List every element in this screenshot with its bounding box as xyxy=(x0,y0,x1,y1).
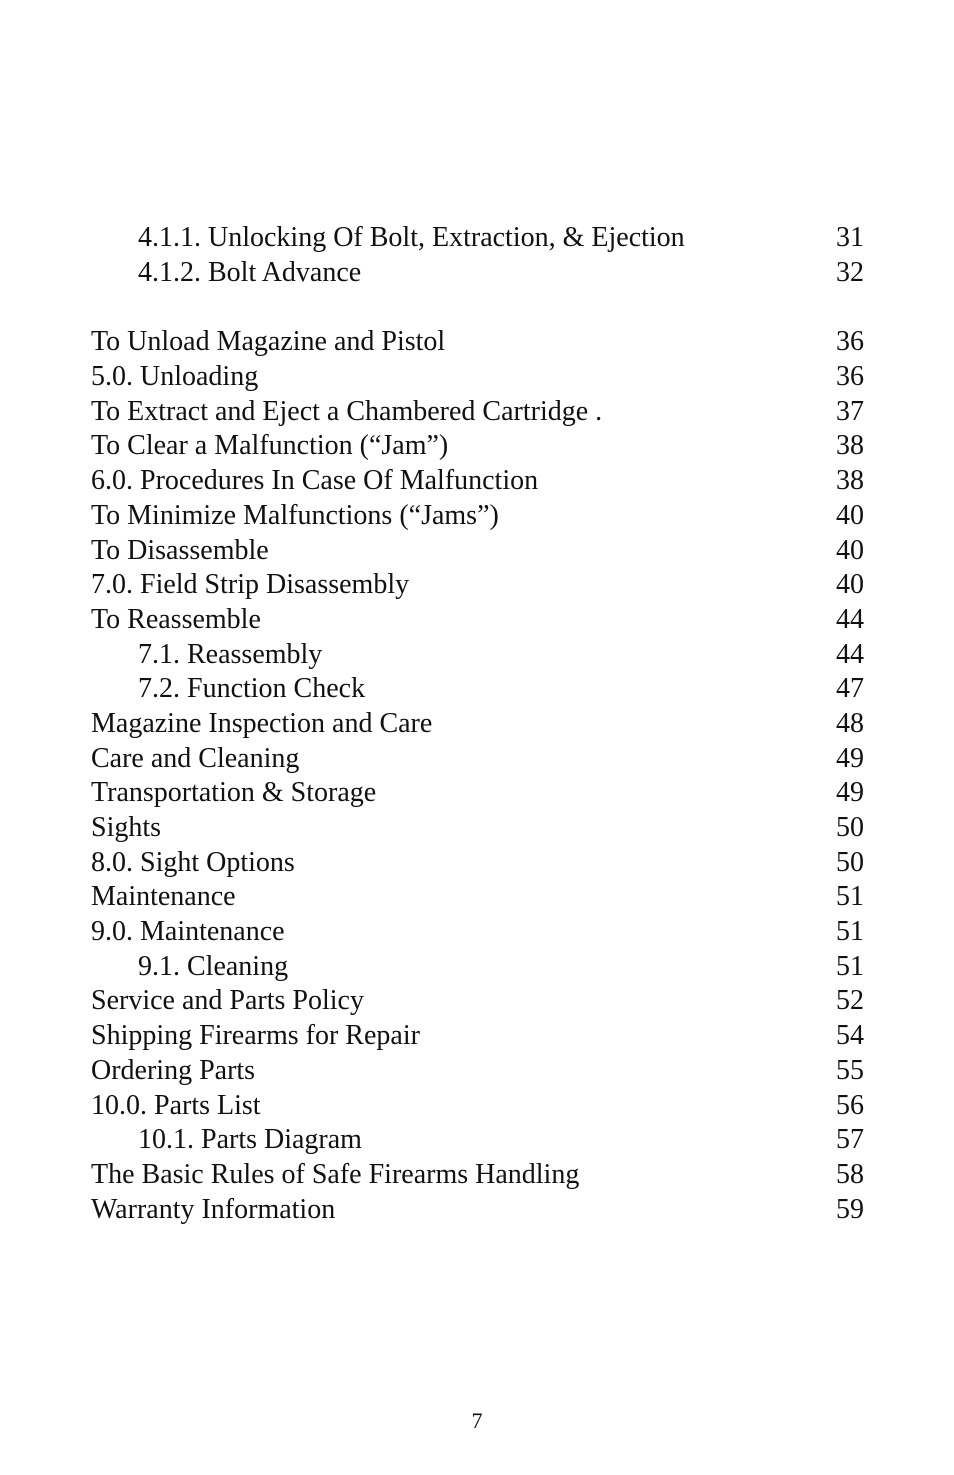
toc-entry-page: 32 xyxy=(836,256,864,288)
toc-entry xyxy=(91,672,864,707)
page-number: 7 xyxy=(471,1408,483,1433)
toc-entry-page: 40 xyxy=(836,534,864,566)
toc-entry-title: Warranty Information xyxy=(91,1193,336,1225)
toc-entry-title: 7.1. Reassembly xyxy=(138,638,323,670)
toc-entry xyxy=(91,950,864,985)
toc-entry-title: 9.1. Cleaning xyxy=(138,950,289,982)
toc-entry-page: 58 xyxy=(836,1158,864,1190)
toc-entry xyxy=(91,776,864,811)
toc-entry xyxy=(91,464,864,499)
toc-entry-title: Transportation & Storage xyxy=(91,777,377,809)
toc-entry-title: Sights xyxy=(91,812,162,843)
toc-entry xyxy=(91,360,864,395)
toc-entry xyxy=(91,1019,864,1054)
toc-entry-page: 36 xyxy=(836,326,864,358)
toc-entry-page: 59 xyxy=(836,1193,864,1225)
toc-entry xyxy=(91,1123,864,1158)
toc-entry xyxy=(91,256,864,291)
toc-entry xyxy=(91,221,864,256)
toc-entry xyxy=(91,915,864,950)
toc-entry-page: 38 xyxy=(836,430,864,462)
toc-entry xyxy=(91,984,864,1019)
toc-entry xyxy=(91,880,864,915)
toc-entry-title: To Disassemble xyxy=(91,534,269,566)
toc-entry-title: 6.0. Procedures In Case Of Malfunction xyxy=(91,465,539,497)
toc-entry-page: 49 xyxy=(836,742,864,774)
toc-entry xyxy=(91,325,864,360)
toc-entry-page: 51 xyxy=(836,881,864,913)
toc-entry-page: 40 xyxy=(836,569,864,601)
toc-entry xyxy=(91,1158,864,1193)
toc-entry-page: 56 xyxy=(836,1089,864,1121)
toc-entry-page: 50 xyxy=(836,846,864,878)
toc-entry xyxy=(91,742,864,777)
toc-entry-page: 37 xyxy=(836,395,864,427)
toc-entry-page: 44 xyxy=(836,603,864,635)
toc-entry-page: 38 xyxy=(836,465,864,497)
toc-entry-page: 47 xyxy=(836,673,864,705)
toc-entry xyxy=(91,395,864,430)
toc-entry-page: 51 xyxy=(836,916,864,948)
toc-entry-title: 7.0. Field Strip Disassembly xyxy=(91,569,410,601)
toc-entry-page: 52 xyxy=(836,985,864,1017)
toc-entry-title: The Basic Rules of Safe Firearms Handling xyxy=(91,1158,580,1190)
toc-entry-title: 4.1.1. Unlocking Of Bolt, Extraction, & Ejection xyxy=(138,222,685,253)
toc-entry-title: 5.0. Unloading xyxy=(91,361,259,393)
toc-entry xyxy=(91,638,864,673)
toc-entry-page: 57 xyxy=(836,1124,864,1156)
table-of-contents xyxy=(91,221,864,1227)
toc-entry xyxy=(91,499,864,534)
toc-entry xyxy=(91,1089,864,1124)
toc-entry-page: 49 xyxy=(836,777,864,809)
toc-entry xyxy=(91,534,864,569)
toc-entry-title: To Extract and Eject a Chambered Cartridge . xyxy=(91,395,603,427)
toc-entry-title: Care and Cleaning xyxy=(91,742,300,774)
toc-entry xyxy=(91,846,864,881)
toc-entry-title: 4.1.2. Bolt Advance xyxy=(138,256,362,288)
toc-entry-title: 7.2. Function Check xyxy=(138,673,366,705)
toc-entry-title: To Reassemble xyxy=(91,603,261,635)
toc-entry-page: 44 xyxy=(836,638,864,670)
toc-entry-page: 36 xyxy=(836,361,864,393)
toc-entry-page: 48 xyxy=(836,707,864,739)
toc-entry xyxy=(91,1054,864,1089)
toc-entry-title: 10.1. Parts Diagram xyxy=(138,1124,362,1156)
toc-entry-title: To Minimize Malfunctions (“Jams”) xyxy=(91,499,499,531)
toc-entry-title: Maintenance xyxy=(91,881,236,913)
toc-entry xyxy=(91,811,864,846)
toc-entry-page: 51 xyxy=(836,950,864,982)
toc-entry xyxy=(91,707,864,742)
toc-entry-title: Shipping Firearms for Repair xyxy=(91,1020,420,1052)
toc-entry xyxy=(91,429,864,464)
toc-entry-title: To Clear a Malfunction (“Jam”) xyxy=(91,430,449,462)
toc-entry-page: 55 xyxy=(836,1054,864,1086)
toc-entry-page: 50 xyxy=(836,812,864,843)
toc-entry-page: 54 xyxy=(836,1020,864,1052)
toc-entry xyxy=(91,603,864,638)
toc-entry xyxy=(91,1193,864,1228)
toc-entry-title: Magazine Inspection and Care xyxy=(91,707,433,739)
toc-entry-title: 10.0. Parts List xyxy=(91,1089,261,1121)
toc-entry-title: Service and Parts Policy xyxy=(91,985,364,1017)
toc-entry-title: Ordering Parts xyxy=(91,1054,256,1086)
toc-entry-page: 40 xyxy=(836,499,864,531)
toc-entry-title: 8.0. Sight Options xyxy=(91,846,295,878)
toc-entry-page: 31 xyxy=(836,222,864,253)
toc-entry xyxy=(91,568,864,603)
toc-entry-title: 9.0. Maintenance xyxy=(91,916,285,948)
toc-entry-title: To Unload Magazine and Pistol xyxy=(91,326,446,358)
